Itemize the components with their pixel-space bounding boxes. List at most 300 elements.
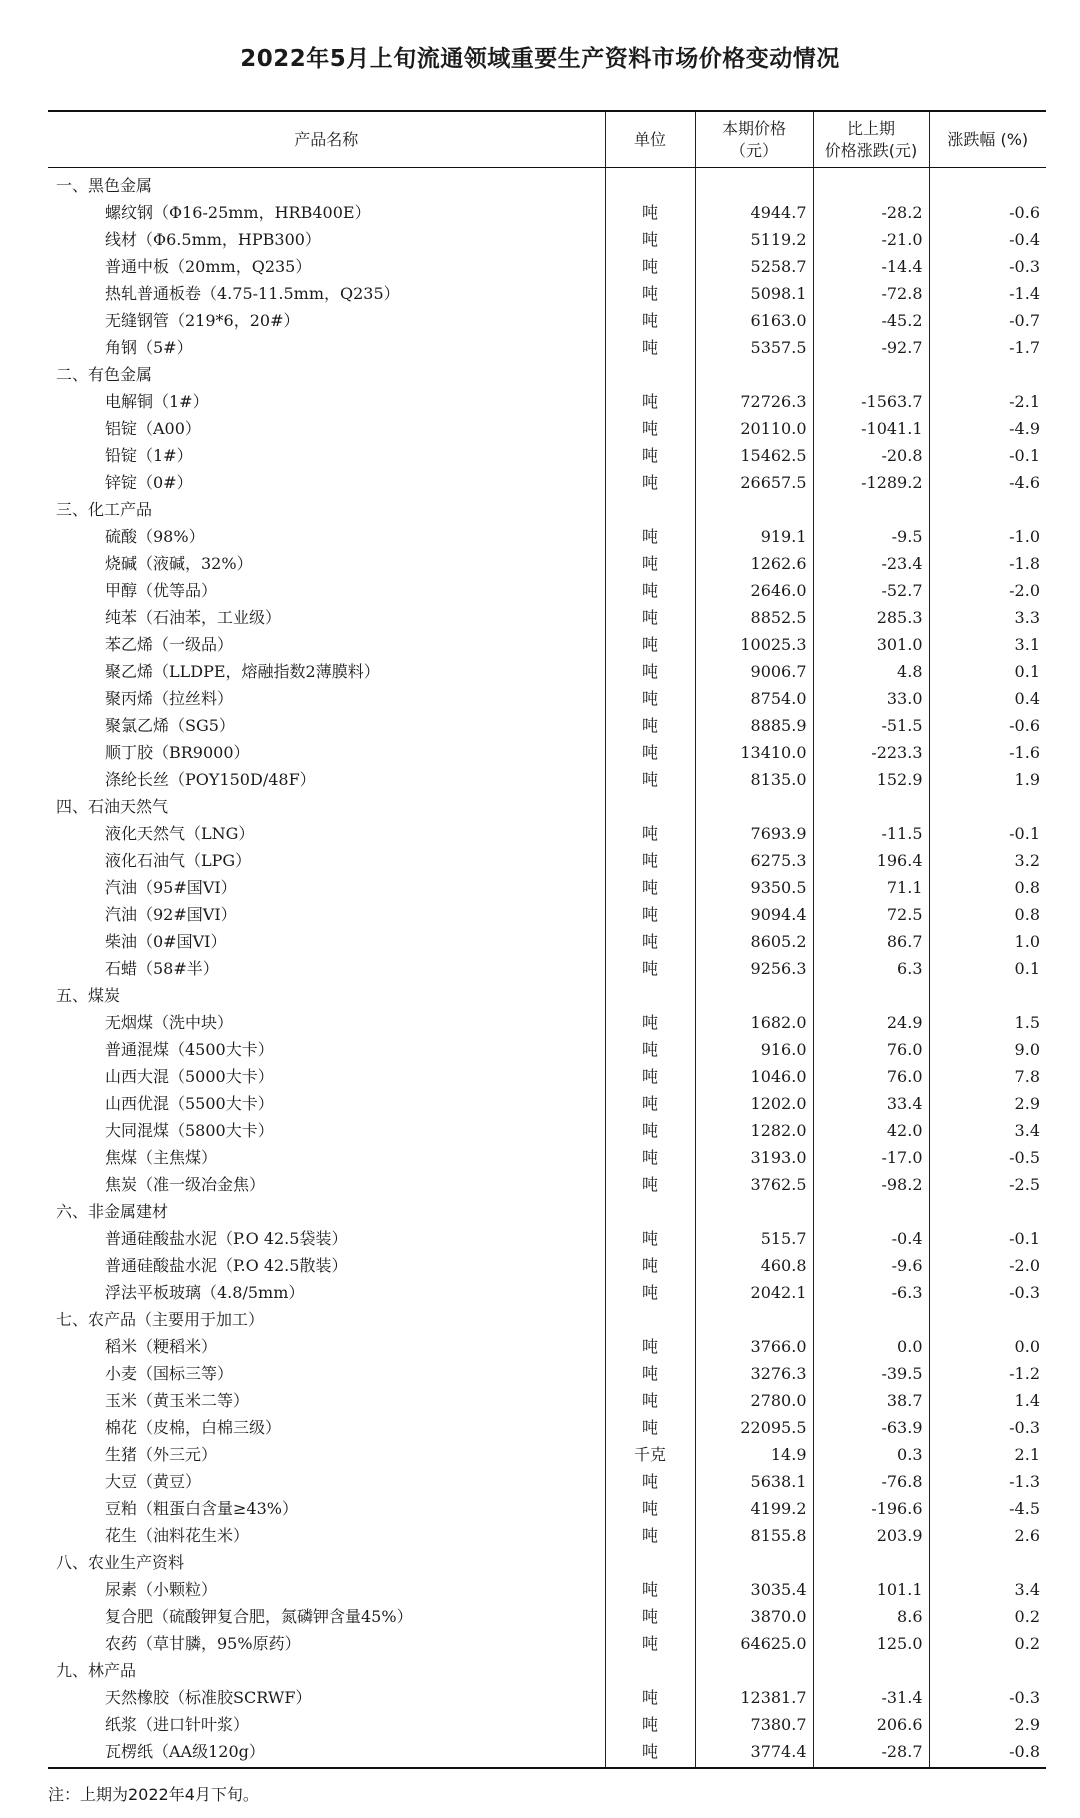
current-price-cell: 1682.0	[695, 1009, 813, 1036]
table-row	[48, 253, 1046, 280]
change-percent-cell: -1.4	[929, 280, 1046, 307]
current-price-cell: 515.7	[695, 1225, 813, 1252]
product-name: 纯苯（石油苯，工业级）	[105, 608, 282, 627]
current-price-cell: 3774.4	[695, 1738, 813, 1768]
category-row	[48, 793, 1046, 820]
category-row	[48, 1198, 1046, 1225]
empty-cell	[695, 1198, 813, 1225]
product-name: 普通中板（20mm，Q235）	[105, 257, 312, 276]
empty-cell	[695, 168, 813, 200]
table-row	[48, 1441, 1046, 1468]
product-name: 焦炭（准一级冶金焦）	[105, 1175, 266, 1194]
change-percent-cell: 0.4	[929, 685, 1046, 712]
current-price-cell: 4944.7	[695, 199, 813, 226]
table-row	[48, 1252, 1046, 1279]
change-percent-cell: -4.6	[929, 469, 1046, 496]
table-row	[48, 1738, 1046, 1768]
product-name: 农药（草甘膦，95%原药）	[105, 1634, 301, 1653]
empty-cell	[605, 793, 695, 820]
table-row	[48, 1063, 1046, 1090]
price-change-cell: -92.7	[813, 334, 929, 361]
empty-cell	[813, 1306, 929, 1333]
unit-cell: 吨	[605, 307, 695, 334]
product-name: 甲醇（优等品）	[105, 581, 218, 600]
category-name: 一、黑色金属	[56, 176, 153, 195]
price-change-cell: 203.9	[813, 1522, 929, 1549]
empty-cell	[929, 496, 1046, 523]
current-price-cell: 4199.2	[695, 1495, 813, 1522]
product-name: 花生（油料花生米）	[105, 1526, 250, 1545]
table-row	[48, 1333, 1046, 1360]
change-percent-cell: 0.0	[929, 1333, 1046, 1360]
category-name: 五、煤炭	[56, 986, 121, 1005]
unit-cell: 吨	[605, 253, 695, 280]
table-row	[48, 955, 1046, 982]
change-percent-cell: -0.6	[929, 712, 1046, 739]
change-percent-cell: 0.1	[929, 955, 1046, 982]
empty-cell	[605, 496, 695, 523]
product-name: 稻米（粳稻米）	[105, 1337, 218, 1356]
price-change-cell: -23.4	[813, 550, 929, 577]
table-row	[48, 847, 1046, 874]
current-price-cell: 9256.3	[695, 955, 813, 982]
table-row	[48, 1360, 1046, 1387]
unit-cell: 吨	[605, 1738, 695, 1768]
change-percent-cell: 2.9	[929, 1711, 1046, 1738]
empty-cell	[929, 982, 1046, 1009]
current-price-cell: 22095.5	[695, 1414, 813, 1441]
unit-cell: 吨	[605, 874, 695, 901]
unit-cell: 吨	[605, 1117, 695, 1144]
unit-cell: 吨	[605, 604, 695, 631]
unit-cell: 吨	[605, 1171, 695, 1198]
current-price-cell: 6163.0	[695, 307, 813, 334]
price-change-cell: 42.0	[813, 1117, 929, 1144]
price-change-cell: -196.6	[813, 1495, 929, 1522]
empty-cell	[605, 1306, 695, 1333]
document-title: 2022年5月上旬流通领域重要生产资料市场价格变动情况	[240, 46, 840, 72]
product-name: 苯乙烯（一级品）	[105, 635, 234, 654]
change-percent-cell: -0.6	[929, 199, 1046, 226]
price-change-cell: -52.7	[813, 577, 929, 604]
change-percent-cell: -2.1	[929, 388, 1046, 415]
empty-cell	[605, 361, 695, 388]
product-name: 豆粕（粗蛋白含量≥43%）	[105, 1499, 298, 1518]
empty-cell	[695, 982, 813, 1009]
price-change-cell: 71.1	[813, 874, 929, 901]
unit-cell: 吨	[605, 1360, 695, 1387]
price-change-cell: -9.6	[813, 1252, 929, 1279]
current-price-cell: 3762.5	[695, 1171, 813, 1198]
table-row	[48, 1144, 1046, 1171]
change-percent-cell: 7.8	[929, 1063, 1046, 1090]
unit-cell: 吨	[605, 1495, 695, 1522]
unit-cell: 吨	[605, 1252, 695, 1279]
current-price-cell: 20110.0	[695, 415, 813, 442]
empty-cell	[605, 1198, 695, 1225]
unit-cell: 吨	[605, 1090, 695, 1117]
unit-cell: 吨	[605, 739, 695, 766]
current-price-cell: 9094.4	[695, 901, 813, 928]
empty-cell	[813, 496, 929, 523]
current-price-cell: 5357.5	[695, 334, 813, 361]
price-change-cell: 152.9	[813, 766, 929, 793]
unit-cell: 吨	[605, 1063, 695, 1090]
price-change-cell: 76.0	[813, 1036, 929, 1063]
product-name: 天然橡胶（标准胶SCRWF）	[105, 1688, 312, 1707]
unit-cell: 吨	[605, 523, 695, 550]
category-row	[48, 1549, 1046, 1576]
current-price-cell: 8885.9	[695, 712, 813, 739]
product-name: 汽油（92#国VI）	[105, 905, 237, 924]
product-name: 生猪（外三元）	[105, 1445, 218, 1464]
category-row	[48, 1306, 1046, 1333]
price-change-cell: -21.0	[813, 226, 929, 253]
table-row	[48, 334, 1046, 361]
header-price-change-line1: 比上期	[846, 118, 895, 138]
current-price-cell: 1046.0	[695, 1063, 813, 1090]
price-change-cell: 24.9	[813, 1009, 929, 1036]
change-percent-cell: 3.1	[929, 631, 1046, 658]
table-row	[48, 1090, 1046, 1117]
price-change-cell: 0.0	[813, 1333, 929, 1360]
product-name: 热轧普通板卷（4.75-11.5mm，Q235）	[105, 284, 400, 303]
empty-cell	[813, 982, 929, 1009]
table-body	[48, 168, 1046, 1769]
change-percent-cell: -0.1	[929, 820, 1046, 847]
header-current-price-line1: 本期价格	[721, 118, 786, 138]
change-percent-cell: -2.0	[929, 1252, 1046, 1279]
price-table-container	[48, 110, 1046, 1769]
product-name: 瓦楞纸（AA级120g）	[105, 1742, 265, 1761]
table-row	[48, 550, 1046, 577]
product-name: 铝锭（A00）	[105, 419, 201, 438]
table-row	[48, 1576, 1046, 1603]
product-name: 硫酸（98%）	[105, 527, 205, 546]
table-row	[48, 1495, 1046, 1522]
product-name: 普通硅酸盐水泥（P.O 42.5散装）	[105, 1256, 348, 1275]
table-row	[48, 658, 1046, 685]
footnote: 注：上期为2022年4月下旬。	[48, 1785, 259, 1804]
unit-cell: 吨	[605, 1468, 695, 1495]
change-percent-cell: -0.5	[929, 1144, 1046, 1171]
current-price-cell: 916.0	[695, 1036, 813, 1063]
change-percent-cell: -1.3	[929, 1468, 1046, 1495]
category-name: 二、有色金属	[56, 365, 153, 384]
change-percent-cell: 0.8	[929, 901, 1046, 928]
category-row	[48, 496, 1046, 523]
price-change-cell: 72.5	[813, 901, 929, 928]
change-percent-cell: 0.2	[929, 1630, 1046, 1657]
price-change-cell: 101.1	[813, 1576, 929, 1603]
table-row	[48, 1630, 1046, 1657]
header-current-price	[695, 111, 813, 168]
change-percent-cell: 2.6	[929, 1522, 1046, 1549]
current-price-cell: 1282.0	[695, 1117, 813, 1144]
product-name: 玉米（黄玉米二等）	[105, 1391, 250, 1410]
current-price-cell: 5098.1	[695, 280, 813, 307]
change-percent-cell: 2.9	[929, 1090, 1046, 1117]
price-change-cell: -1289.2	[813, 469, 929, 496]
table-row	[48, 1414, 1046, 1441]
unit-cell: 吨	[605, 1333, 695, 1360]
empty-cell	[813, 1657, 929, 1684]
unit-cell: 吨	[605, 658, 695, 685]
unit-cell: 吨	[605, 1144, 695, 1171]
empty-cell	[605, 1657, 695, 1684]
category-row	[48, 1657, 1046, 1684]
unit-cell: 吨	[605, 766, 695, 793]
price-change-cell: -98.2	[813, 1171, 929, 1198]
unit-cell: 吨	[605, 280, 695, 307]
current-price-cell: 3193.0	[695, 1144, 813, 1171]
change-percent-cell: -2.5	[929, 1171, 1046, 1198]
unit-cell: 吨	[605, 901, 695, 928]
product-name: 聚氯乙烯（SG5）	[105, 716, 235, 735]
price-change-cell: -20.8	[813, 442, 929, 469]
current-price-cell: 8754.0	[695, 685, 813, 712]
product-name: 铅锭（1#）	[105, 446, 193, 465]
product-name: 聚乙烯（LLDPE，熔融指数2薄膜料）	[105, 662, 380, 681]
change-percent-cell: -0.4	[929, 226, 1046, 253]
table-row	[48, 415, 1046, 442]
current-price-cell: 10025.3	[695, 631, 813, 658]
unit-cell: 吨	[605, 1414, 695, 1441]
product-name: 液化天然气（LNG）	[105, 824, 255, 843]
header-unit: 单位	[605, 111, 695, 168]
change-percent-cell: 0.1	[929, 658, 1046, 685]
category-name: 八、农业生产资料	[56, 1553, 185, 1572]
change-percent-cell: -0.3	[929, 1684, 1046, 1711]
product-name: 普通混煤（4500大卡）	[105, 1040, 274, 1059]
change-percent-cell: -1.8	[929, 550, 1046, 577]
unit-cell: 吨	[605, 1279, 695, 1306]
change-percent-cell: -0.8	[929, 1738, 1046, 1768]
change-percent-cell: 9.0	[929, 1036, 1046, 1063]
current-price-cell: 8605.2	[695, 928, 813, 955]
price-change-cell: -31.4	[813, 1684, 929, 1711]
unit-cell: 吨	[605, 1225, 695, 1252]
unit-cell: 吨	[605, 199, 695, 226]
unit-cell: 吨	[605, 685, 695, 712]
current-price-cell: 64625.0	[695, 1630, 813, 1657]
unit-cell: 吨	[605, 1387, 695, 1414]
unit-cell: 吨	[605, 847, 695, 874]
price-change-cell: 206.6	[813, 1711, 929, 1738]
category-row	[48, 361, 1046, 388]
current-price-cell: 9006.7	[695, 658, 813, 685]
empty-cell	[929, 1306, 1046, 1333]
change-percent-cell: 0.8	[929, 874, 1046, 901]
product-name: 浮法平板玻璃（4.8/5mm）	[105, 1283, 305, 1302]
unit-cell: 吨	[605, 1711, 695, 1738]
product-name: 汽油（95#国VI）	[105, 878, 237, 897]
table-row	[48, 1711, 1046, 1738]
table-row	[48, 766, 1046, 793]
table-row	[48, 1009, 1046, 1036]
price-change-cell: -72.8	[813, 280, 929, 307]
table-row	[48, 442, 1046, 469]
product-name: 纸浆（进口针叶浆）	[105, 1715, 250, 1734]
price-change-cell: 33.0	[813, 685, 929, 712]
product-name: 棉花（皮棉，白棉三级）	[105, 1418, 282, 1437]
change-percent-cell: 0.2	[929, 1603, 1046, 1630]
current-price-cell: 1262.6	[695, 550, 813, 577]
category-row	[48, 168, 1046, 200]
empty-cell	[813, 168, 929, 200]
price-change-cell: -39.5	[813, 1360, 929, 1387]
table-row	[48, 685, 1046, 712]
header-current-price-line2: （元）	[729, 140, 778, 160]
current-price-cell: 6275.3	[695, 847, 813, 874]
current-price-cell: 9350.5	[695, 874, 813, 901]
current-price-cell: 7380.7	[695, 1711, 813, 1738]
header-price-change	[813, 111, 929, 168]
empty-cell	[929, 1198, 1046, 1225]
current-price-cell: 2042.1	[695, 1279, 813, 1306]
current-price-cell: 7693.9	[695, 820, 813, 847]
table-row	[48, 1603, 1046, 1630]
change-percent-cell: -1.6	[929, 739, 1046, 766]
table-row	[48, 469, 1046, 496]
header-price-change-line2: 价格涨跌(元)	[824, 140, 918, 160]
price-change-cell: -28.2	[813, 199, 929, 226]
current-price-cell: 8155.8	[695, 1522, 813, 1549]
change-percent-cell: -4.9	[929, 415, 1046, 442]
product-name: 液化石油气（LPG）	[105, 851, 252, 870]
table-row	[48, 523, 1046, 550]
empty-cell	[695, 1306, 813, 1333]
unit-cell: 吨	[605, 226, 695, 253]
current-price-cell: 8135.0	[695, 766, 813, 793]
price-change-cell: -223.3	[813, 739, 929, 766]
table-header	[48, 111, 1046, 168]
table-row	[48, 307, 1046, 334]
unit-cell: 吨	[605, 1603, 695, 1630]
unit-cell: 吨	[605, 631, 695, 658]
unit-cell: 吨	[605, 469, 695, 496]
change-percent-cell: 1.5	[929, 1009, 1046, 1036]
current-price-cell: 919.1	[695, 523, 813, 550]
empty-cell	[695, 361, 813, 388]
empty-cell	[695, 1657, 813, 1684]
empty-cell	[929, 168, 1046, 200]
unit-cell: 吨	[605, 1576, 695, 1603]
empty-cell	[813, 1549, 929, 1576]
unit-cell: 吨	[605, 415, 695, 442]
unit-cell: 吨	[605, 1630, 695, 1657]
change-percent-cell: -0.7	[929, 307, 1046, 334]
price-change-cell: 76.0	[813, 1063, 929, 1090]
price-change-cell: -0.4	[813, 1225, 929, 1252]
empty-cell	[605, 982, 695, 1009]
table-row	[48, 1117, 1046, 1144]
unit-cell: 吨	[605, 577, 695, 604]
price-change-cell: -11.5	[813, 820, 929, 847]
product-name: 无烟煤（洗中块）	[105, 1013, 234, 1032]
empty-cell	[813, 1198, 929, 1225]
header-change-percent: 涨跌幅 (%)	[929, 111, 1046, 168]
table-row	[48, 712, 1046, 739]
unit-cell: 吨	[605, 955, 695, 982]
category-name: 三、化工产品	[56, 500, 153, 519]
current-price-cell: 1202.0	[695, 1090, 813, 1117]
category-row	[48, 982, 1046, 1009]
unit-cell: 吨	[605, 442, 695, 469]
table-row	[48, 820, 1046, 847]
price-change-cell: 196.4	[813, 847, 929, 874]
category-name: 九、林产品	[56, 1661, 137, 1680]
empty-cell	[695, 793, 813, 820]
price-change-cell: -1563.7	[813, 388, 929, 415]
price-change-cell: 86.7	[813, 928, 929, 955]
product-name: 顺丁胶（BR9000）	[105, 743, 250, 762]
current-price-cell: 5638.1	[695, 1468, 813, 1495]
price-change-cell: -51.5	[813, 712, 929, 739]
table-row	[48, 901, 1046, 928]
current-price-cell: 3276.3	[695, 1360, 813, 1387]
unit-cell: 吨	[605, 1522, 695, 1549]
product-name: 锌锭（0#）	[105, 473, 193, 492]
product-name: 烧碱（液碱，32%）	[105, 554, 253, 573]
unit-cell: 吨	[605, 1036, 695, 1063]
product-name: 聚丙烯（拉丝料）	[105, 689, 234, 708]
change-percent-cell: 1.9	[929, 766, 1046, 793]
price-change-cell: -6.3	[813, 1279, 929, 1306]
table-row	[48, 388, 1046, 415]
unit-cell: 吨	[605, 334, 695, 361]
table-row	[48, 1036, 1046, 1063]
empty-cell	[605, 1549, 695, 1576]
unit-cell: 吨	[605, 928, 695, 955]
table-row	[48, 1279, 1046, 1306]
price-change-cell: 38.7	[813, 1387, 929, 1414]
change-percent-cell: 3.3	[929, 604, 1046, 631]
table-row	[48, 1387, 1046, 1414]
product-name: 石蜡（58#半）	[105, 959, 219, 978]
product-name: 大同混煤（5800大卡）	[105, 1121, 274, 1140]
price-change-cell: -28.7	[813, 1738, 929, 1768]
table-row	[48, 280, 1046, 307]
current-price-cell: 3766.0	[695, 1333, 813, 1360]
change-percent-cell: 3.2	[929, 847, 1046, 874]
product-name: 尿素（小颗粒）	[105, 1580, 218, 1599]
header-product-name: 产品名称	[48, 111, 605, 168]
empty-cell	[813, 361, 929, 388]
category-name: 六、非金属建材	[56, 1202, 169, 1221]
unit-cell: 吨	[605, 712, 695, 739]
current-price-cell: 2780.0	[695, 1387, 813, 1414]
change-percent-cell: -0.1	[929, 1225, 1046, 1252]
current-price-cell: 12381.7	[695, 1684, 813, 1711]
product-name: 涤纶长丝（POY150D/48F）	[105, 770, 316, 789]
table-row	[48, 1522, 1046, 1549]
product-name: 焦煤（主焦煤）	[105, 1148, 218, 1167]
price-change-cell: 285.3	[813, 604, 929, 631]
current-price-cell: 15462.5	[695, 442, 813, 469]
current-price-cell: 3870.0	[695, 1603, 813, 1630]
current-price-cell: 5258.7	[695, 253, 813, 280]
product-name: 小麦（国标三等）	[105, 1364, 234, 1383]
product-name: 电解铜（1#）	[105, 392, 209, 411]
empty-cell	[695, 1549, 813, 1576]
category-name: 四、石油天然气	[56, 797, 169, 816]
table-row	[48, 631, 1046, 658]
price-change-cell: 301.0	[813, 631, 929, 658]
price-table	[48, 110, 1046, 1769]
product-name: 山西大混（5000大卡）	[105, 1067, 274, 1086]
product-name: 柴油（0#国VI）	[105, 932, 227, 951]
